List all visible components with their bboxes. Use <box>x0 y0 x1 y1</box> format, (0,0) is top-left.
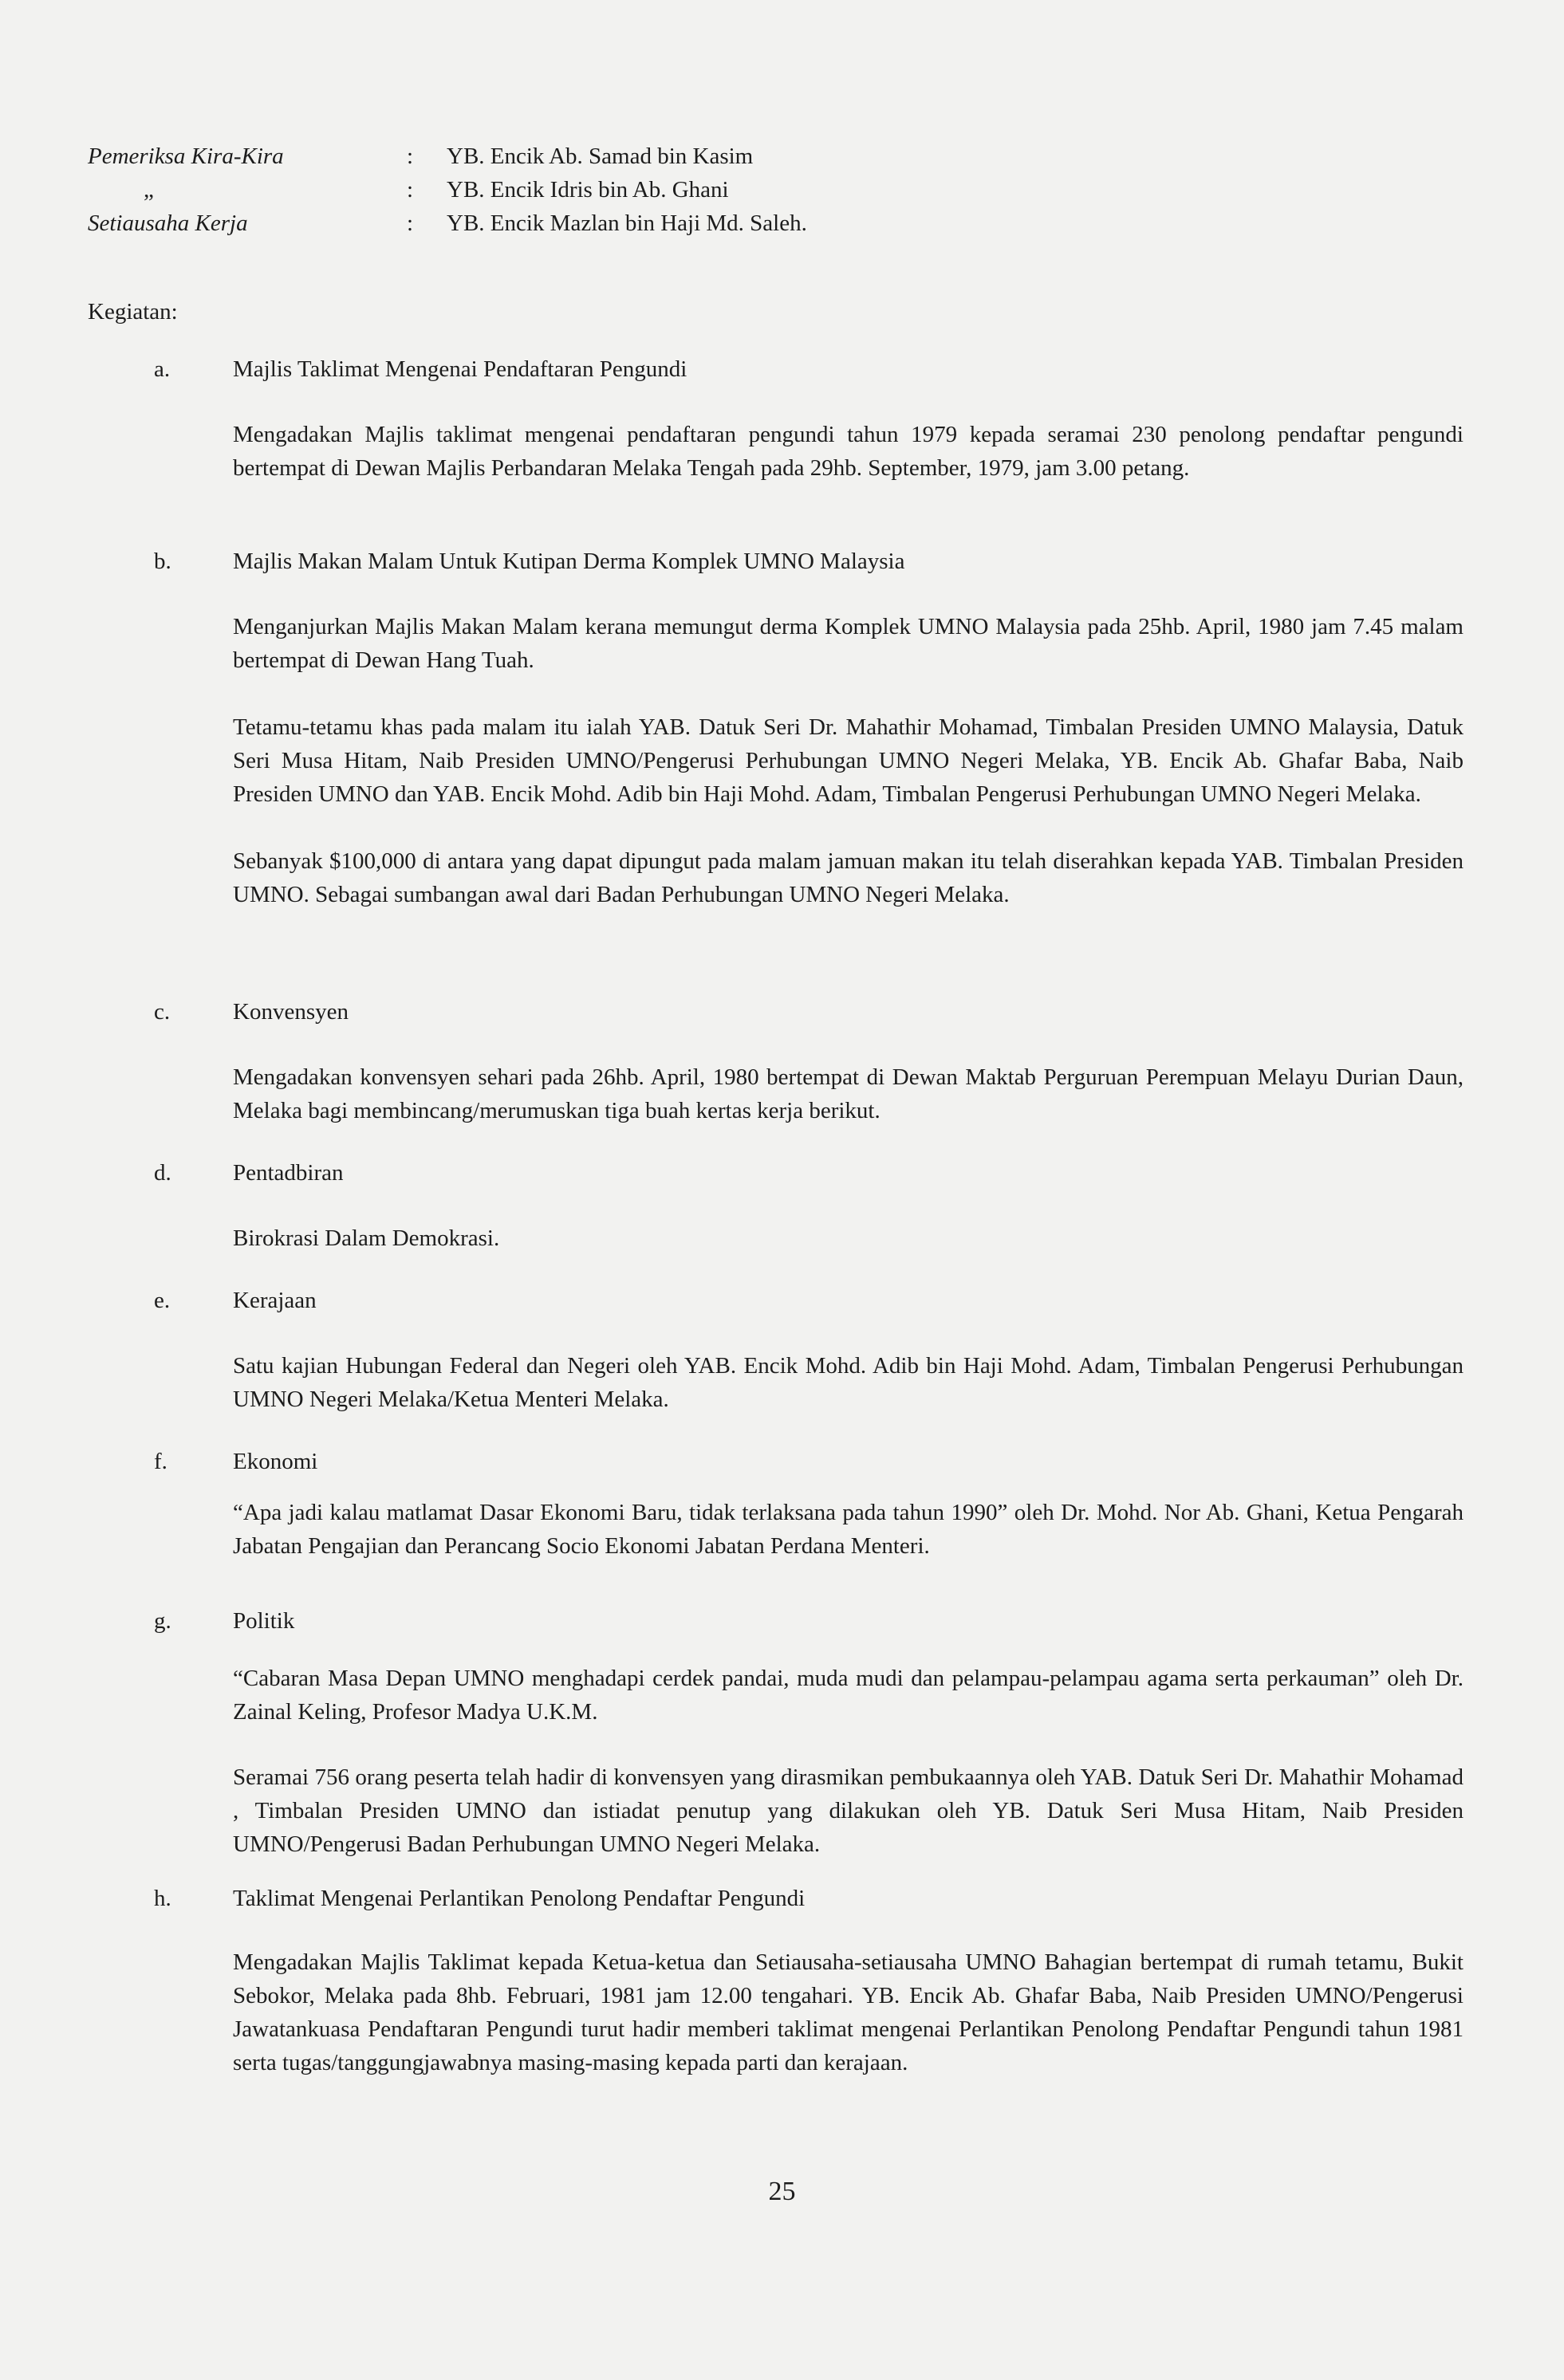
item-letter: h. <box>154 1886 171 1911</box>
item-paragraph: “Cabaran Masa Depan UMNO menghadapi cerdek pandai, muda mudi dan pelampau-pelampau agama serta perkauman” oleh Dr. Zainal Keling, Profesor Madya U.K.M. <box>233 1666 1464 1725</box>
item-letter: a. <box>154 356 171 382</box>
activity-item-b <box>156 545 1464 911</box>
item-paragraph: Sebanyak $100,000 di antara yang dapat dipungut pada malam jamuan makan itu telah diserahkan kepada YAB. Timbalan Presiden UMNO. Sebagai sumbangan awal dari Badan Perhubungan UMNO Negeri Melaka. <box>233 848 1464 907</box>
activity-item-e <box>156 1284 1464 1416</box>
item-title: Majlis Taklimat Mengenai Pendaftaran Pengundi <box>233 356 687 382</box>
item-title: Majlis Makan Malam Untuk Kutipan Derma Komplek UMNO Malaysia <box>233 549 905 574</box>
officer-row <box>88 173 807 207</box>
officer-separator: : <box>407 144 414 169</box>
officer-role: Setiausaha Kerja <box>88 210 248 236</box>
activity-item-d <box>156 1156 1464 1255</box>
officer-role: Pemeriksa Kira-Kira <box>88 144 284 169</box>
officer-name: YB. Encik Idris bin Ab. Ghani <box>447 177 729 203</box>
item-paragraph: Birokrasi Dalam Demokrasi. <box>233 1225 500 1251</box>
activity-item-a <box>156 352 1464 485</box>
item-letter: e. <box>154 1288 171 1313</box>
item-letter: d. <box>154 1160 171 1186</box>
item-paragraph: Menganjurkan Majlis Makan Malam kerana memungut derma Komplek UMNO Malaysia pada 25hb. April, 1980 jam 7.45 malam bertempat di Dewan Hang Tuah. <box>233 614 1464 673</box>
officer-name: YB. Encik Ab. Samad bin Kasim <box>447 144 754 169</box>
item-title: Ekonomi <box>233 1449 318 1474</box>
item-title: Pentadbiran <box>233 1160 344 1186</box>
item-letter: f. <box>154 1449 167 1474</box>
page-number: 25 <box>768 2177 796 2206</box>
item-title: Politik <box>233 1608 295 1634</box>
item-paragraph: Mengadakan Majlis Taklimat kepada Ketua-ketua dan Setiausaha-setiausaha UMNO Bahagian bertempat di rumah tetamu, Bukit Sebokor, Melaka pada 8hb. Februari, 1981 jam 12.00 tengahari. YB. Encik Ab. Ghafar Baba, Naib Presiden UMNO/Pengerusi Jawatankuasa Pendaftaran Pengundi turut hadir memberi taklimat mengenai Perlantikan Penolong Pendaftar Pengundi tahun 1981 serta tugas/tanggungjawabnya masing-masing kepada parti dan kerajaan. <box>233 1949 1464 2075</box>
officer-row <box>88 207 807 240</box>
activity-item-c <box>156 995 1464 1127</box>
activity-item-f <box>156 1445 1464 1563</box>
item-title: Kerajaan <box>233 1288 317 1313</box>
item-letter: b. <box>154 549 171 574</box>
item-letter: c. <box>154 999 171 1025</box>
officer-separator: : <box>407 210 414 236</box>
officer-list <box>88 140 807 240</box>
officer-row <box>88 140 807 173</box>
officer-role: „ <box>144 177 154 203</box>
item-paragraph: “Apa jadi kalau matlamat Dasar Ekonomi Baru, tidak terlaksana pada tahun 1990” oleh Dr. Mohd. Nor Ab. Ghani, Ketua Pengarah Jabatan Pengajian dan Perancang Socio Ekonomi Jabatan Perdana Menteri. <box>233 1500 1464 1559</box>
item-paragraph: Mengadakan konvensyen sehari pada 26hb. April, 1980 bertempat di Dewan Maktab Perguruan Perempuan Melayu Durian Daun, Melaka bagi membincang/merumuskan tiga buah kertas kerja berikut. <box>233 1064 1464 1123</box>
activity-item-g <box>156 1604 1464 1861</box>
item-paragraph: Satu kajian Hubungan Federal dan Negeri oleh YAB. Encik Mohd. Adib bin Haji Mohd. Adam, Timbalan Pengerusi Perhubungan UMNO Negeri Melaka/Ketua Menteri Melaka. <box>233 1353 1464 1412</box>
item-paragraph: Mengadakan Majlis taklimat mengenai pendaftaran pengundi tahun 1979 kepada seramai 230 penolong pendaftar pengundi bertempat di Dewan Majlis Perbandaran Melaka Tengah pada 29hb. September, 1979, jam 3.00 petang. <box>233 422 1464 481</box>
item-title: Konvensyen <box>233 999 349 1025</box>
activity-item-h <box>156 1882 1464 2079</box>
officer-name: YB. Encik Mazlan bin Haji Md. Saleh. <box>447 210 807 236</box>
officer-separator: : <box>407 177 414 203</box>
item-title: Taklimat Mengenai Perlantikan Penolong Pendaftar Pengundi <box>233 1886 806 1911</box>
kegiatan-heading: Kegiatan: <box>88 299 178 325</box>
item-letter: g. <box>154 1608 171 1634</box>
item-paragraph: Seramai 756 orang peserta telah hadir di konvensyen yang dirasmikan pembukaannya oleh YAB. Datuk Seri Dr. Mahathir Mohamad , Timbalan Presiden UMNO dan istiadat penutup yang dilakukan oleh YB. Datuk Seri Musa Hitam, Naib Presiden UMNO/Pengerusi Badan Perhubungan UMNO Negeri Melaka. <box>233 1764 1464 1857</box>
item-paragraph: Tetamu-tetamu khas pada malam itu ialah YAB. Datuk Seri Dr. Mahathir Mohamad, Timbalan Presiden UMNO Malaysia, Datuk Seri Musa Hitam, Naib Presiden UMNO/Pengerusi Perhubungan UMNO Negeri Melaka, YB. Encik Ab. Ghafar Baba, Naib Presiden UMNO dan YAB. Encik Mohd. Adib bin Haji Mohd. Adam, Timbalan Pengerusi Perhubungan UMNO Negeri Melaka. <box>233 714 1464 807</box>
